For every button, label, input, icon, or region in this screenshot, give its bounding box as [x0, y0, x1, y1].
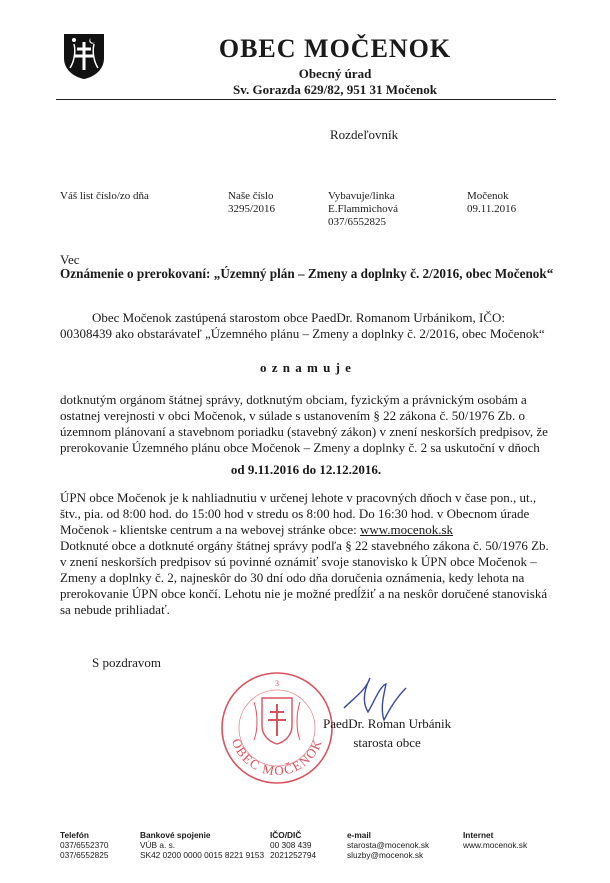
- footer-email-link[interactable]: sluzby@mocenok.sk: [347, 850, 424, 860]
- intro-line: Obec Močenok zastúpená starostom obce PaedDr. Romanom Urbánikom, IČO:: [92, 310, 506, 325]
- distribution-list-label: Rozdeľovník: [330, 127, 399, 142]
- footer-head: IČO/DIČ: [270, 830, 302, 840]
- body-line: prerokovanie Územného plánu obce Močenok – Zmeny a doplnky č. 2 sa uskutoční v dňoch: [60, 440, 540, 455]
- body-line: sa nebude prihliadať.: [60, 602, 170, 617]
- body-paragraph-2: [60, 490, 552, 618]
- body-paragraph-1: [60, 392, 552, 456]
- ref-handled-by: [328, 190, 398, 229]
- body-line: Dotknuté obce a dotknuté orgány štátnej správy podľa § 22 stavebného zákona č. 50/1976 Zb.: [60, 538, 549, 553]
- svg-text:OBEC MOČENOK: OBEC MOČENOK: [228, 736, 326, 779]
- intro-line: 00308439 ako obstarávateľ „Územného plánu – Zmeny a doplnky č. 2/2016, obec Močenok“: [60, 326, 545, 341]
- body-line: ostatnej verejnosti v obci Močenok, v súlade s ustanovením § 22 zákona č. 50/1976 Zb. o: [60, 408, 526, 423]
- body-line: Močenok - klientske centrum a na webovej stránke obce:: [60, 522, 360, 537]
- dates-line: od 9.11.2016 do 12.12.2016.: [230, 462, 382, 477]
- ref-value: 09.11.2016: [467, 203, 517, 215]
- ref-label: Váš list číslo/zo dňa: [60, 190, 149, 202]
- subject-text: Oznámenie o prerokovaní: „Územný plán – Zmeny a doplnky č. 2/2016, obec Močenok“: [60, 266, 554, 281]
- municipality-title: OBEC MOČENOK: [218, 34, 452, 63]
- footer-phone: [60, 830, 108, 860]
- footer-head: e-mail: [347, 830, 371, 840]
- body-line: dotknutým orgánom štátnej správy, dotknutým obciam, fyzickým a právnickým osobám a: [60, 392, 527, 407]
- footer-ico-dic: [270, 830, 316, 860]
- ref-your-letter: [60, 190, 149, 203]
- ref-phone: 037/6552825: [328, 216, 387, 228]
- footer-line: VÚB a. s.: [140, 840, 176, 850]
- greeting: S pozdravom: [92, 655, 161, 670]
- ref-label: Vybavuje/linka: [328, 190, 395, 202]
- ref-our-number: [228, 190, 275, 216]
- footer-head: Internet: [463, 830, 494, 840]
- ref-value: 3295/2016: [228, 203, 276, 215]
- footer-email-link[interactable]: starosta@mocenok.sk: [347, 840, 430, 850]
- header-divider: [56, 99, 556, 100]
- announces-heading: o z n a m u j e: [260, 360, 352, 375]
- signatory: [323, 714, 451, 752]
- footer-internet: [463, 830, 527, 850]
- body-line: prerokovanie ÚPN obce končí. Lehotu nie je možné predĺžiť a na neskôr doručené stanoviská: [60, 586, 548, 601]
- office-address: Sv. Gorazda 629/82, 951 31 Močenok: [232, 82, 438, 97]
- footer-line: 00 308 439: [270, 840, 312, 850]
- body-line: štv., pia. od 8:00 hod. do 15:00 hod v stredu os 8:00 hod. Do 16:30 hod. v Obecnom úrade: [60, 506, 530, 521]
- footer-line: SK42 0200 0000 0015 8221 9153: [140, 850, 265, 860]
- footer-web-link[interactable]: www.mocenok.sk: [463, 840, 528, 850]
- body-line: v znení neskorších predpisov sú povinné oznámiť svoje stanovisko k ÚPN obce Močenok –: [60, 554, 537, 569]
- body-line: územnom plánovaní a stavebnom poriadku (stavebný zákon) v znení neskorších predpisov, že: [60, 424, 548, 439]
- footer-head: Bankové spojenie: [140, 830, 211, 840]
- ref-label: Naše číslo: [228, 190, 274, 202]
- ref-label: Močenok: [467, 190, 509, 202]
- signer-role: starosta obce: [353, 735, 421, 750]
- signer-name: PaedDr. Roman Urbánik: [323, 716, 452, 731]
- footer-line: 037/6552370: [60, 840, 109, 850]
- intro-paragraph: [60, 310, 552, 342]
- svg-text:3: 3: [275, 679, 279, 688]
- footer-email: [347, 830, 429, 860]
- subject-label: Vec: [60, 252, 80, 267]
- office-name: Obecný úrad: [298, 66, 372, 81]
- ref-value: E.Flammichová: [328, 203, 398, 215]
- website-link[interactable]: www.mocenok.sk: [359, 522, 454, 537]
- footer-head: Telefón: [60, 830, 89, 840]
- footer-line: 037/6552825: [60, 850, 109, 860]
- body-line: ÚPN obce Močenok je k nahliadnutiu v určenej lehote v pracovných dňoch v čase pon., ut.,: [60, 490, 537, 505]
- ref-place-date: [467, 190, 516, 216]
- footer-bank: [140, 830, 264, 860]
- footer-line: 2021252794: [270, 850, 317, 860]
- body-line: Zmeny a doplnky č. 2, najneskôr do 30 dní odo dňa doručenia oznámenia, kedy lehota na: [60, 570, 525, 585]
